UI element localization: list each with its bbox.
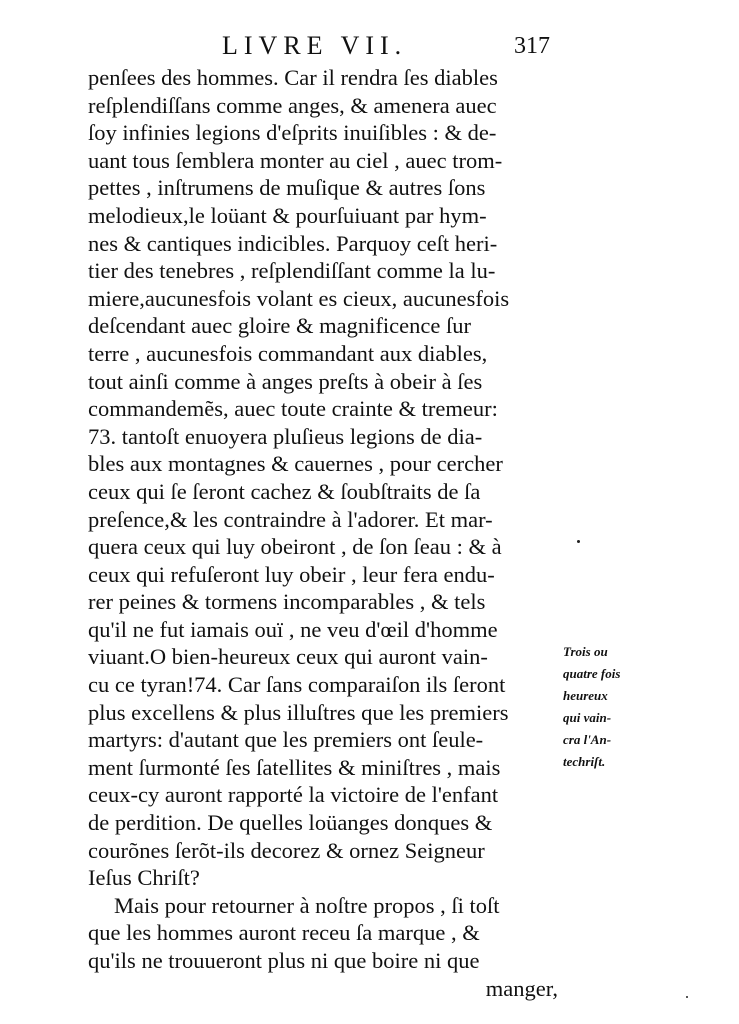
running-title: LIVRE VII.	[222, 31, 408, 60]
text-line: uant tous ſemblera monter au ciel , auec trom-	[88, 147, 503, 173]
text-line: melodieux,le loüant & pourſuiuant par hym-	[88, 202, 487, 228]
margin-note	[563, 641, 653, 773]
text-line: qu'ils ne trouueront plus ni que boire ni que	[88, 948, 480, 973]
text-line: ceux-cy auront rapporté la victoire de l'enfant	[88, 782, 499, 808]
margin-note-line: qui vain-	[563, 710, 612, 725]
text-line: quera ceux qui luy obeiront , de ſon ſeau : & à	[88, 534, 502, 560]
text-line: deſcendant auec gloire & magnificence ſur	[88, 313, 471, 339]
text-line: martyrs: d'autant que les premiers ont ſeule-	[88, 727, 484, 753]
page-header	[0, 28, 739, 64]
ink-speck	[577, 540, 580, 543]
paragraph-start-line: Mais pour retourner à noſtre propos , ſi toſt	[114, 892, 500, 918]
text-line: pettes , inſtrumens de muſique & autres ſons	[88, 175, 486, 201]
margin-note-line: techriſt.	[563, 754, 606, 769]
text-line: que les hommes auront receu ſa marque , &	[88, 920, 480, 946]
margin-note-line: heureux	[563, 688, 608, 703]
text-line: miere,aucunesfois volant es cieux, aucunesfois	[88, 285, 510, 311]
margin-note-line: quatre fois	[563, 666, 621, 681]
text-line: ment ſurmonté ſes ſatellites & miniſtres , mais	[88, 754, 501, 780]
text-line: bles aux montagnes & cauernes , pour cercher	[88, 451, 503, 477]
text-line: commandemẽs, auec toute crainte & tremeur:	[88, 396, 498, 422]
text-line: de perdition. De quelles loüanges donques &	[88, 810, 493, 836]
text-line: ceux qui ſe ſeront cachez & ſoubſtraits de ſa	[88, 478, 481, 504]
text-line: tout ainſi comme à anges preſts à obeir à ſes	[88, 368, 483, 394]
text-line: ſoy infinies legions d'eſprits inuiſibles : & de-	[88, 120, 497, 146]
text-line: rer peines & tormens incomparables , & tels	[88, 589, 486, 615]
text-line: nes & cantiques indicibles. Parquoy ceſt heri-	[88, 230, 498, 256]
text-line: ceux qui refuſeront luy obeir , leur fera endu-	[88, 561, 495, 587]
text-line: reſplendiſſans comme anges, & amenera auec	[88, 92, 497, 118]
catchword: manger,	[485, 975, 558, 1001]
text-line: terre , aucunesfois commandant aux diables,	[88, 340, 488, 366]
text-line: viuant.O bien-heureux ceux qui auront vain-	[88, 644, 488, 670]
text-line: 73. tantoſt enuoyera pluſieus legions de dia-	[88, 423, 483, 449]
text-line: penſees des hommes. Car il rendra ſes diables	[88, 65, 498, 90]
page-number: 317	[514, 33, 550, 59]
text-line: preſence,& les contraindre à l'adorer. Et mar-	[88, 506, 493, 532]
ink-speck	[686, 996, 688, 998]
text-line: courõnes ſerõt-ils decorez & ornez Seigneur	[88, 837, 485, 863]
text-line: tier des tenebres , reſplendiſſant comme la lu-	[88, 258, 496, 284]
body-text	[88, 64, 558, 1002]
text-line: cu ce tyran!74. Car ſans comparaiſon ils ſeront	[88, 672, 506, 698]
text-line: plus excellens & plus illuſtres que les premiers	[88, 699, 509, 725]
text-line: Ieſus Chriſt?	[88, 865, 200, 891]
margin-note-line: Trois ou	[563, 644, 608, 659]
margin-note-line: cra l'An-	[563, 732, 612, 747]
text-line: qu'il ne fut iamais ouï , ne veu d'œil d'homme	[88, 616, 498, 642]
